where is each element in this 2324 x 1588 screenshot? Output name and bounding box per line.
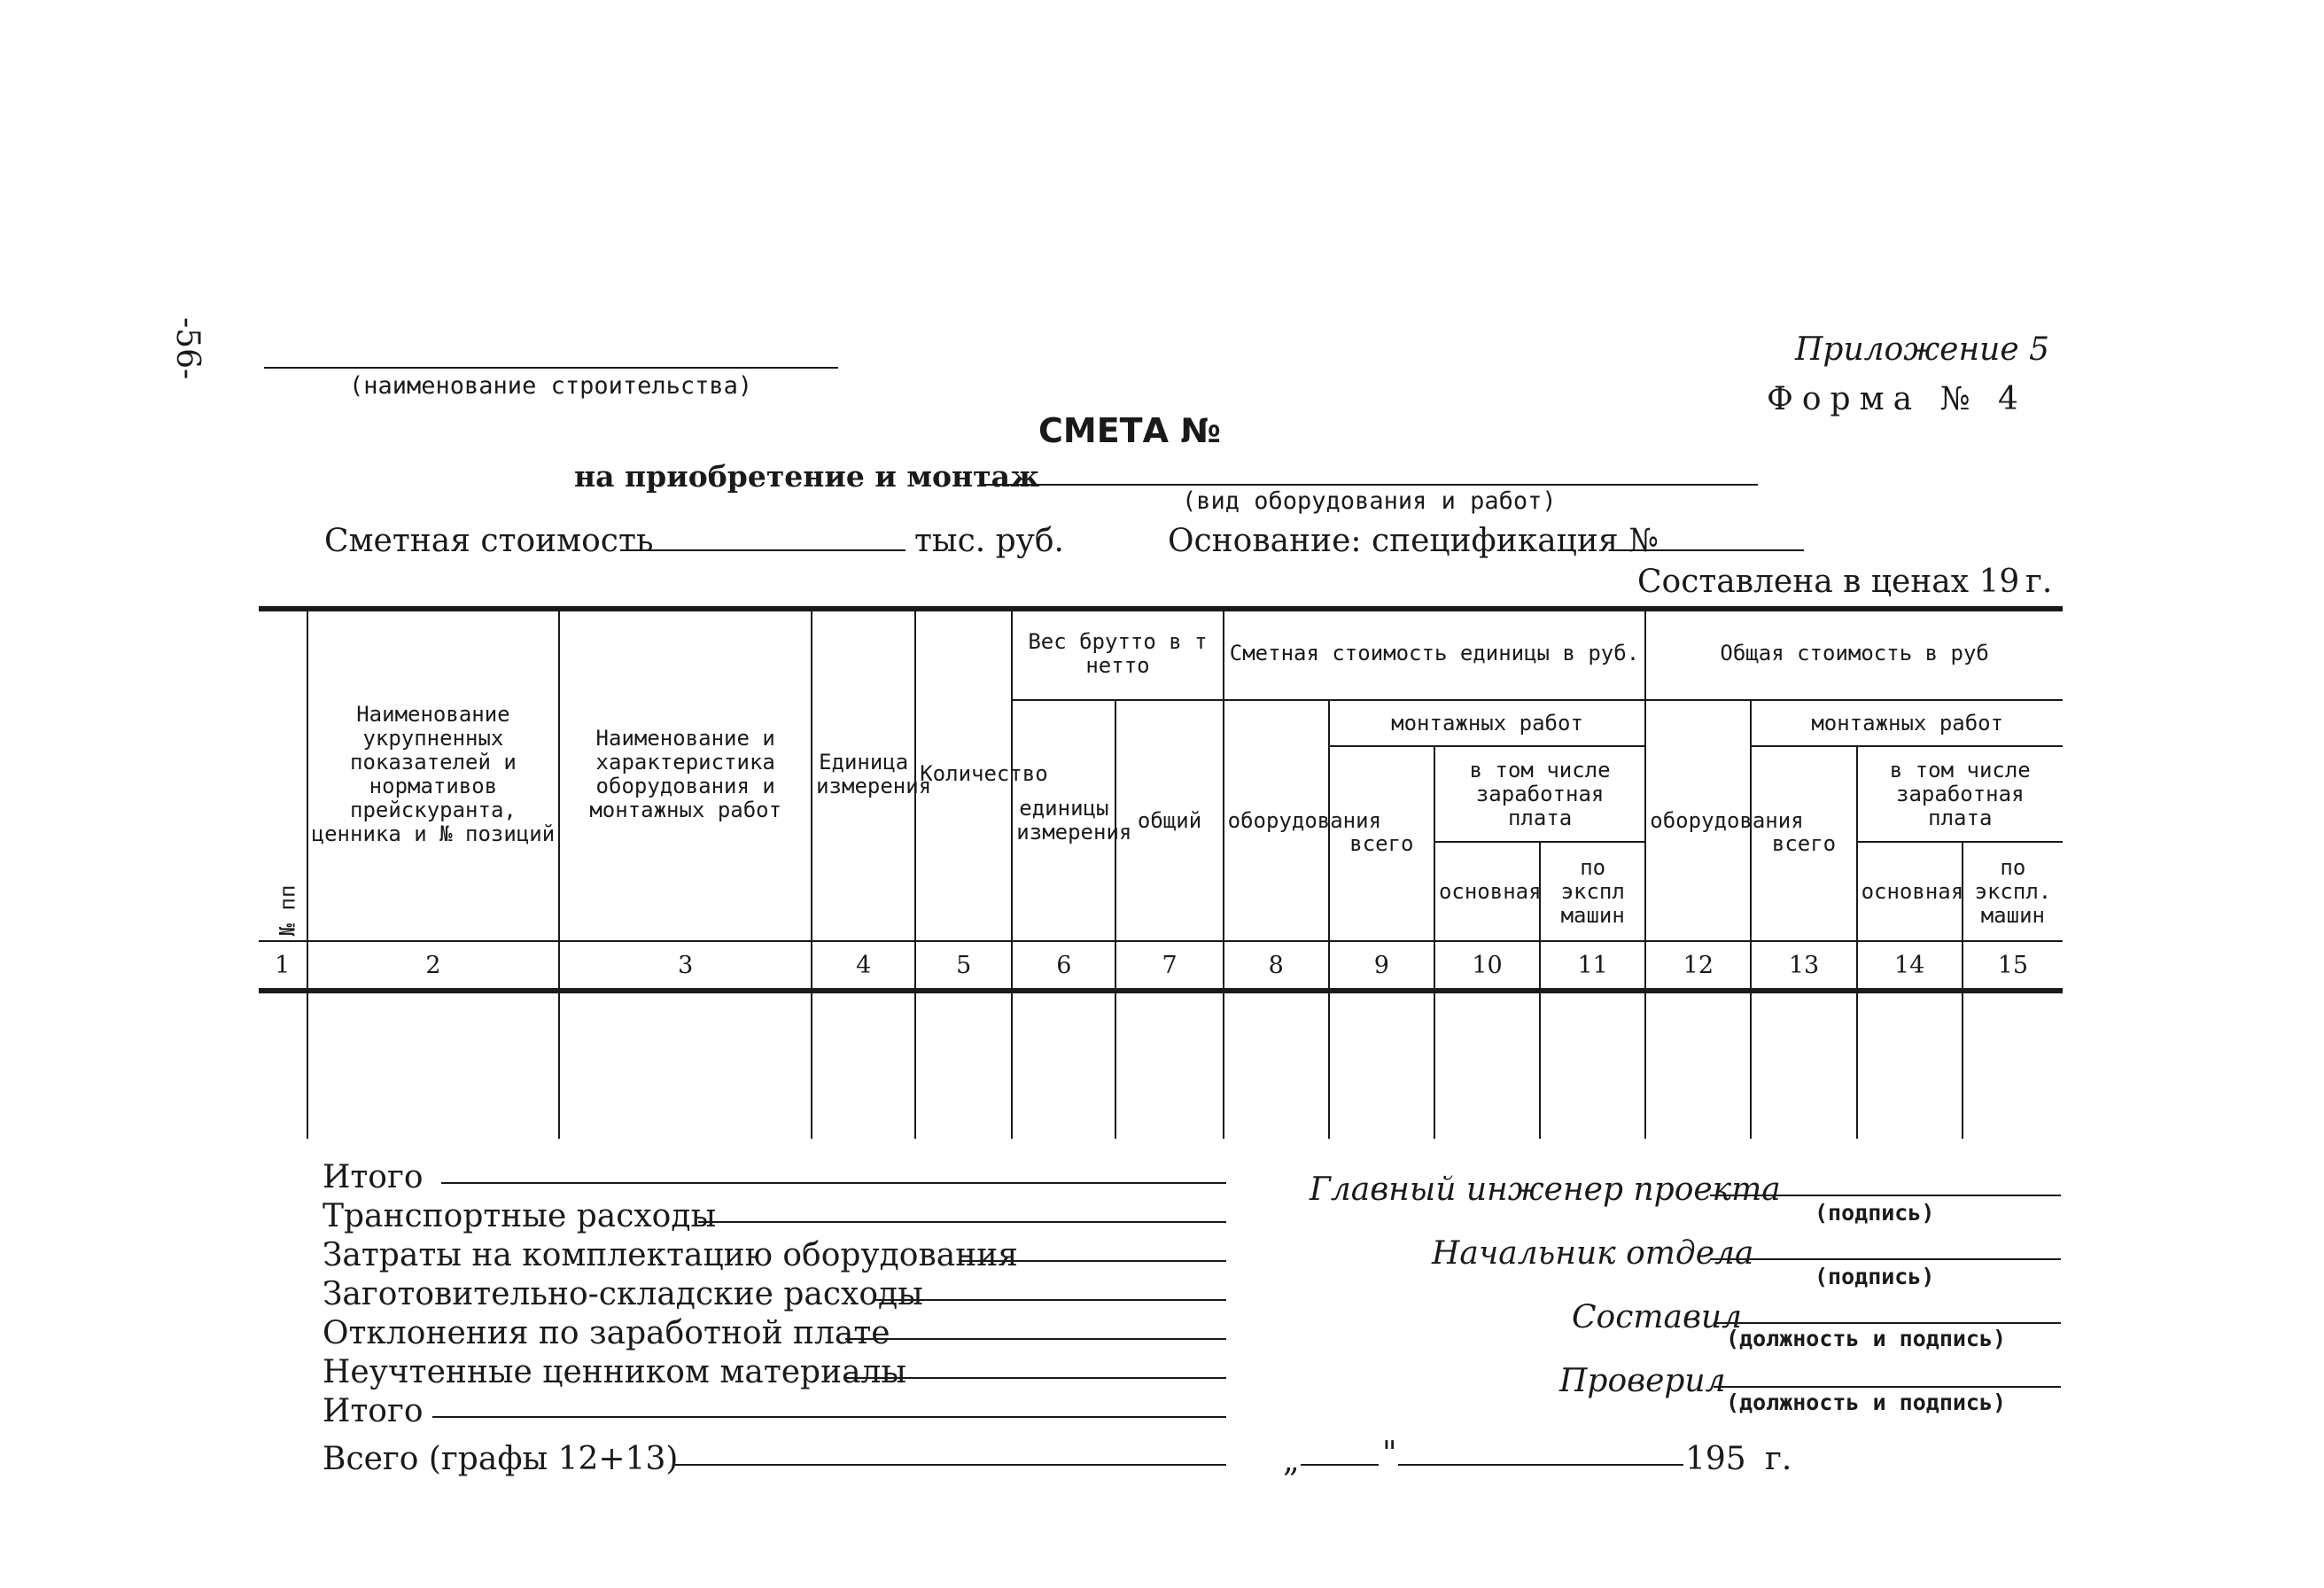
header-wage-group-2: в том числе заработная плата	[1857, 746, 2063, 842]
date-year-suffix: г.	[1765, 1441, 1792, 1477]
column-number: 5	[915, 941, 1012, 991]
cost-line	[620, 549, 906, 551]
header-col-8: оборудования	[1224, 700, 1329, 941]
summary-wage-deviation: Отклонения по заработной плате	[323, 1315, 890, 1351]
purpose-caption: (вид оборудования и работ)	[1182, 487, 1557, 515]
table-cell	[1115, 991, 1223, 1139]
signature-line	[1710, 1195, 2061, 1196]
header-col-14: основная	[1857, 842, 1963, 941]
document-title: СМЕТА №	[1038, 411, 1221, 450]
column-number: 3	[559, 941, 812, 991]
table-cell	[1434, 991, 1540, 1139]
form-label: Форма № 4	[1767, 381, 2027, 417]
header-total-cost-group: Общая стоимость в руб	[1645, 608, 2063, 700]
header-col-1: № пп	[259, 608, 307, 941]
summary-line	[845, 1377, 1226, 1379]
table-cell	[1329, 991, 1434, 1139]
column-number: 12	[1645, 941, 1751, 991]
summary-line	[959, 1260, 1226, 1262]
cost-unit: тыс. руб.	[914, 523, 1064, 559]
header-col-7: общий	[1115, 700, 1223, 941]
header-col-5: Количество	[915, 608, 1012, 941]
column-number: 6	[1012, 941, 1115, 991]
column-number: 8	[1224, 941, 1329, 991]
summary-line	[432, 1416, 1226, 1418]
basis-line	[1609, 549, 1804, 551]
prices-label: Составлена в ценах 19	[1637, 564, 2020, 600]
table-cell	[915, 991, 1012, 1139]
header-col-6: единицы измерения	[1012, 700, 1115, 941]
chief-engineer-caption: (подпись)	[1815, 1200, 1935, 1226]
header-col-10: основная	[1434, 842, 1540, 941]
column-number: 15	[1963, 941, 2063, 991]
summary-unaccounted: Неучтенные ценником материалы	[323, 1354, 907, 1390]
date-year: 195	[1685, 1441, 1746, 1477]
chief-engineer-label: Главный инженер проекта	[1310, 1172, 1781, 1208]
table-cell	[1645, 991, 1751, 1139]
column-number: 10	[1434, 941, 1540, 991]
table-cell	[1751, 991, 1856, 1139]
basis-label: Основание: спецификация №	[1168, 523, 1659, 559]
header-montage-group-2: монтажных работ	[1751, 700, 2063, 746]
column-number: 9	[1329, 941, 1434, 991]
table-cell	[259, 991, 307, 1139]
date-open-quote: „	[1283, 1443, 1300, 1479]
date-month-line	[1398, 1464, 1683, 1466]
summary-line	[441, 1182, 1226, 1184]
summary-completion: Затраты на комплектацию оборудования	[323, 1237, 1018, 1273]
construction-name-line	[264, 367, 838, 369]
table-cell	[1963, 991, 2063, 1139]
header-col-2: Наименование укрупненных показателей и нормативов прейскуранта, ценника и № позиций	[307, 608, 560, 941]
table-cell	[559, 991, 812, 1139]
page-number: -56-	[169, 317, 206, 380]
header-col-15: по экспл. машин	[1963, 842, 2063, 941]
purpose-line	[983, 484, 1758, 486]
header-wage-group: в том числе заработная плата	[1434, 746, 1645, 842]
prices-suffix: г.	[2025, 564, 2053, 600]
header-montage-group: монтажных работ	[1329, 700, 1645, 746]
column-number: 14	[1857, 941, 1963, 991]
summary-line	[698, 1221, 1226, 1223]
cost-label: Сметная стоимость	[324, 523, 654, 559]
compiled-label: Составил	[1572, 1299, 1743, 1335]
compiled-caption: (должность и подпись)	[1726, 1326, 2007, 1351]
summary-total-1: Итого	[323, 1159, 424, 1195]
appendix-label: Приложение 5	[1795, 331, 2049, 368]
checked-label: Проверил	[1559, 1363, 1726, 1399]
table-cell	[1540, 991, 1645, 1139]
header-col-12: оборудования	[1645, 700, 1751, 941]
date-close-quote: "	[1382, 1436, 1397, 1472]
table-cell	[1224, 991, 1329, 1139]
column-number: 13	[1751, 941, 1856, 991]
table-cell	[1012, 991, 1115, 1139]
column-number: 4	[812, 941, 915, 991]
signature-line	[1714, 1322, 2061, 1324]
signature-line	[1710, 1258, 2061, 1260]
column-number: 1	[259, 941, 307, 991]
header-col-11: по экспл машин	[1540, 842, 1645, 941]
header-col-4: Единица измерения	[812, 608, 915, 941]
signature-line	[1714, 1386, 2061, 1388]
checked-caption: (должность и подпись)	[1726, 1390, 2007, 1415]
header-col-9: всего	[1329, 746, 1434, 941]
column-number: 7	[1115, 941, 1223, 991]
estimate-table	[259, 608, 2063, 1139]
construction-caption: (наименование строительства)	[349, 372, 753, 400]
header-col-13: всего	[1751, 746, 1856, 941]
column-number: 11	[1540, 941, 1645, 991]
column-number: 2	[307, 941, 560, 991]
header-weight-group: Вес брутто в т нетто	[1012, 608, 1223, 700]
table-cell	[307, 991, 560, 1139]
summary-line	[845, 1338, 1226, 1340]
header-col-3: Наименование и характеристика оборудования и монтажных работ	[559, 608, 812, 941]
table-cell	[812, 991, 915, 1139]
summary-total-2: Итого	[323, 1393, 424, 1429]
table-cell	[1857, 991, 1963, 1139]
department-head-label: Начальник отдела	[1432, 1235, 1754, 1272]
summary-line	[874, 1299, 1226, 1301]
date-day-line	[1301, 1464, 1379, 1466]
summary-grand-total: Всего (графы 12+13)	[323, 1441, 679, 1477]
summary-warehouse: Заготовительно-складские расходы	[323, 1276, 923, 1312]
summary-line	[673, 1464, 1226, 1466]
summary-transport: Транспортные расходы	[323, 1198, 717, 1234]
department-head-caption: (подпись)	[1815, 1264, 1935, 1289]
header-unit-cost-group: Сметная стоимость единицы в руб.	[1224, 608, 1646, 700]
purpose-label: на приобретение и монтаж	[574, 459, 1040, 494]
